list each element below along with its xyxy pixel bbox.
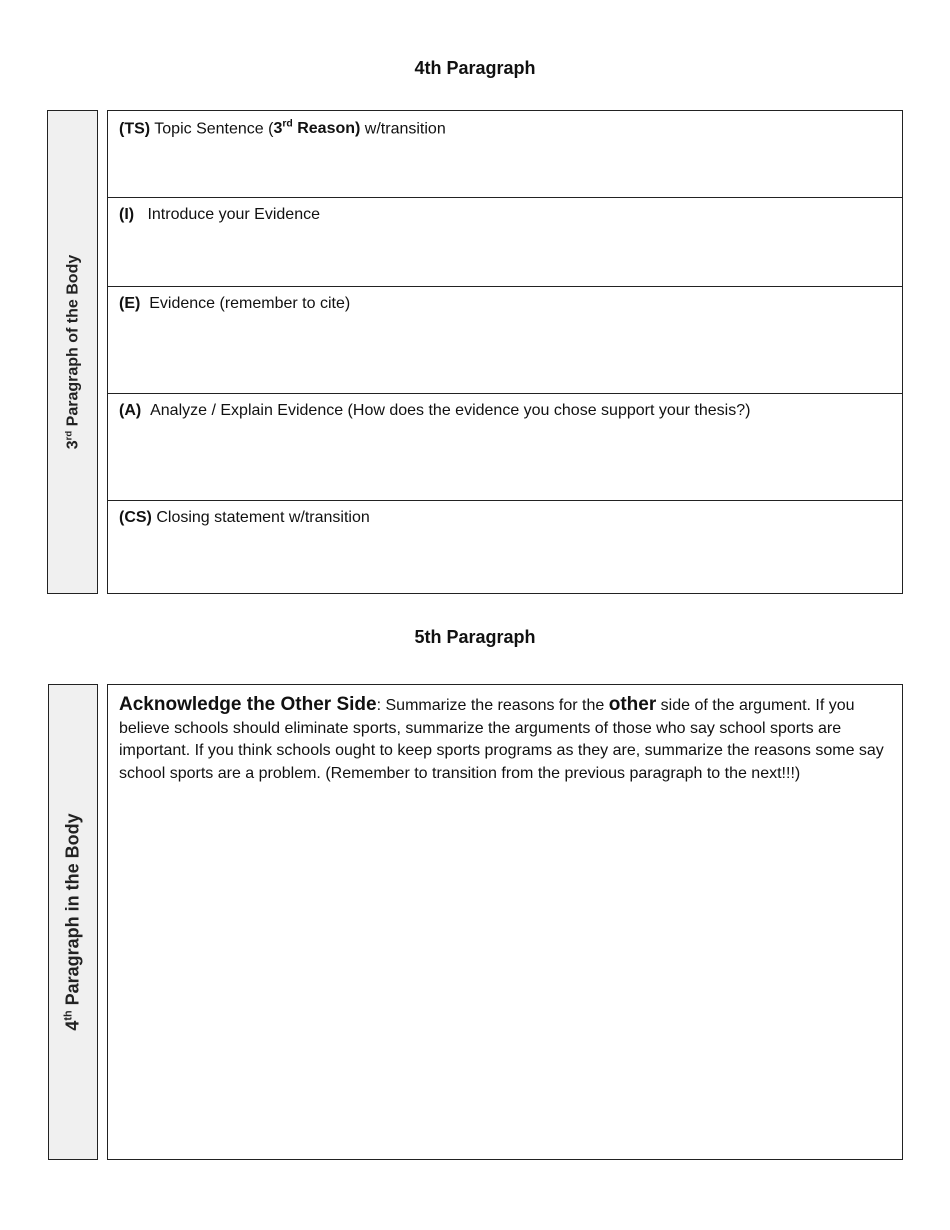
a-label: Analyze / Explain Evidence (How does the evidence you chose support your thesis?) <box>141 402 751 419</box>
paragraph-5-organizer[interactable] <box>107 684 903 1160</box>
ack-text-1: : Summarize the reasons for the <box>376 697 609 714</box>
side-label-box-4th <box>48 684 98 1160</box>
ts-code: (TS) <box>119 120 151 138</box>
ack-other-emphasis: other <box>608 694 657 715</box>
a-code: (A) <box>119 402 142 419</box>
ts-reason-num: 3 <box>273 120 283 138</box>
paragraph-4-organizer <box>107 110 903 594</box>
ack-text-2: side of the argument. If you believe schools should eliminate sports, summarize the arguments of those who say school sports are important. If you think schools ought to keep sports programs as they are, summarize the reasons some say school sports are a problem. (Remember to transition from the previous paragraph to the next!!!) <box>119 697 884 782</box>
ts-reason-label: Reason) <box>292 120 361 138</box>
side-label-4th-paragraph: 4th Paragraph in the Body <box>62 813 83 1031</box>
section-4-heading: 4th Paragraph <box>414 58 536 78</box>
ts-reason-sup: rd <box>282 119 293 130</box>
ts-label: Topic Sentence ( <box>150 120 274 138</box>
e-label: Evidence (remember to cite) <box>140 295 351 312</box>
topic-sentence-row[interactable] <box>108 111 902 198</box>
cs-code: (CS) <box>119 509 152 526</box>
e-code: (E) <box>119 295 141 312</box>
i-code: (I) <box>119 206 135 223</box>
ack-title: Acknowledge the Other Side <box>119 694 377 715</box>
acknowledge-other-side-text <box>108 685 902 794</box>
i-label: Introduce your Evidence <box>134 206 320 223</box>
closing-statement-row[interactable] <box>108 501 902 593</box>
introduce-evidence-row[interactable] <box>108 198 902 287</box>
side-label-3rd-paragraph: 3rd Paragraph of the Body <box>62 254 82 450</box>
section-5-heading: 5th Paragraph <box>414 627 536 647</box>
ts-transition: w/transition <box>360 120 446 138</box>
cs-label: Closing statement w/transition <box>151 509 370 526</box>
side-label-box-3rd <box>47 110 98 594</box>
evidence-row[interactable] <box>108 287 902 394</box>
analyze-row[interactable] <box>108 394 902 501</box>
